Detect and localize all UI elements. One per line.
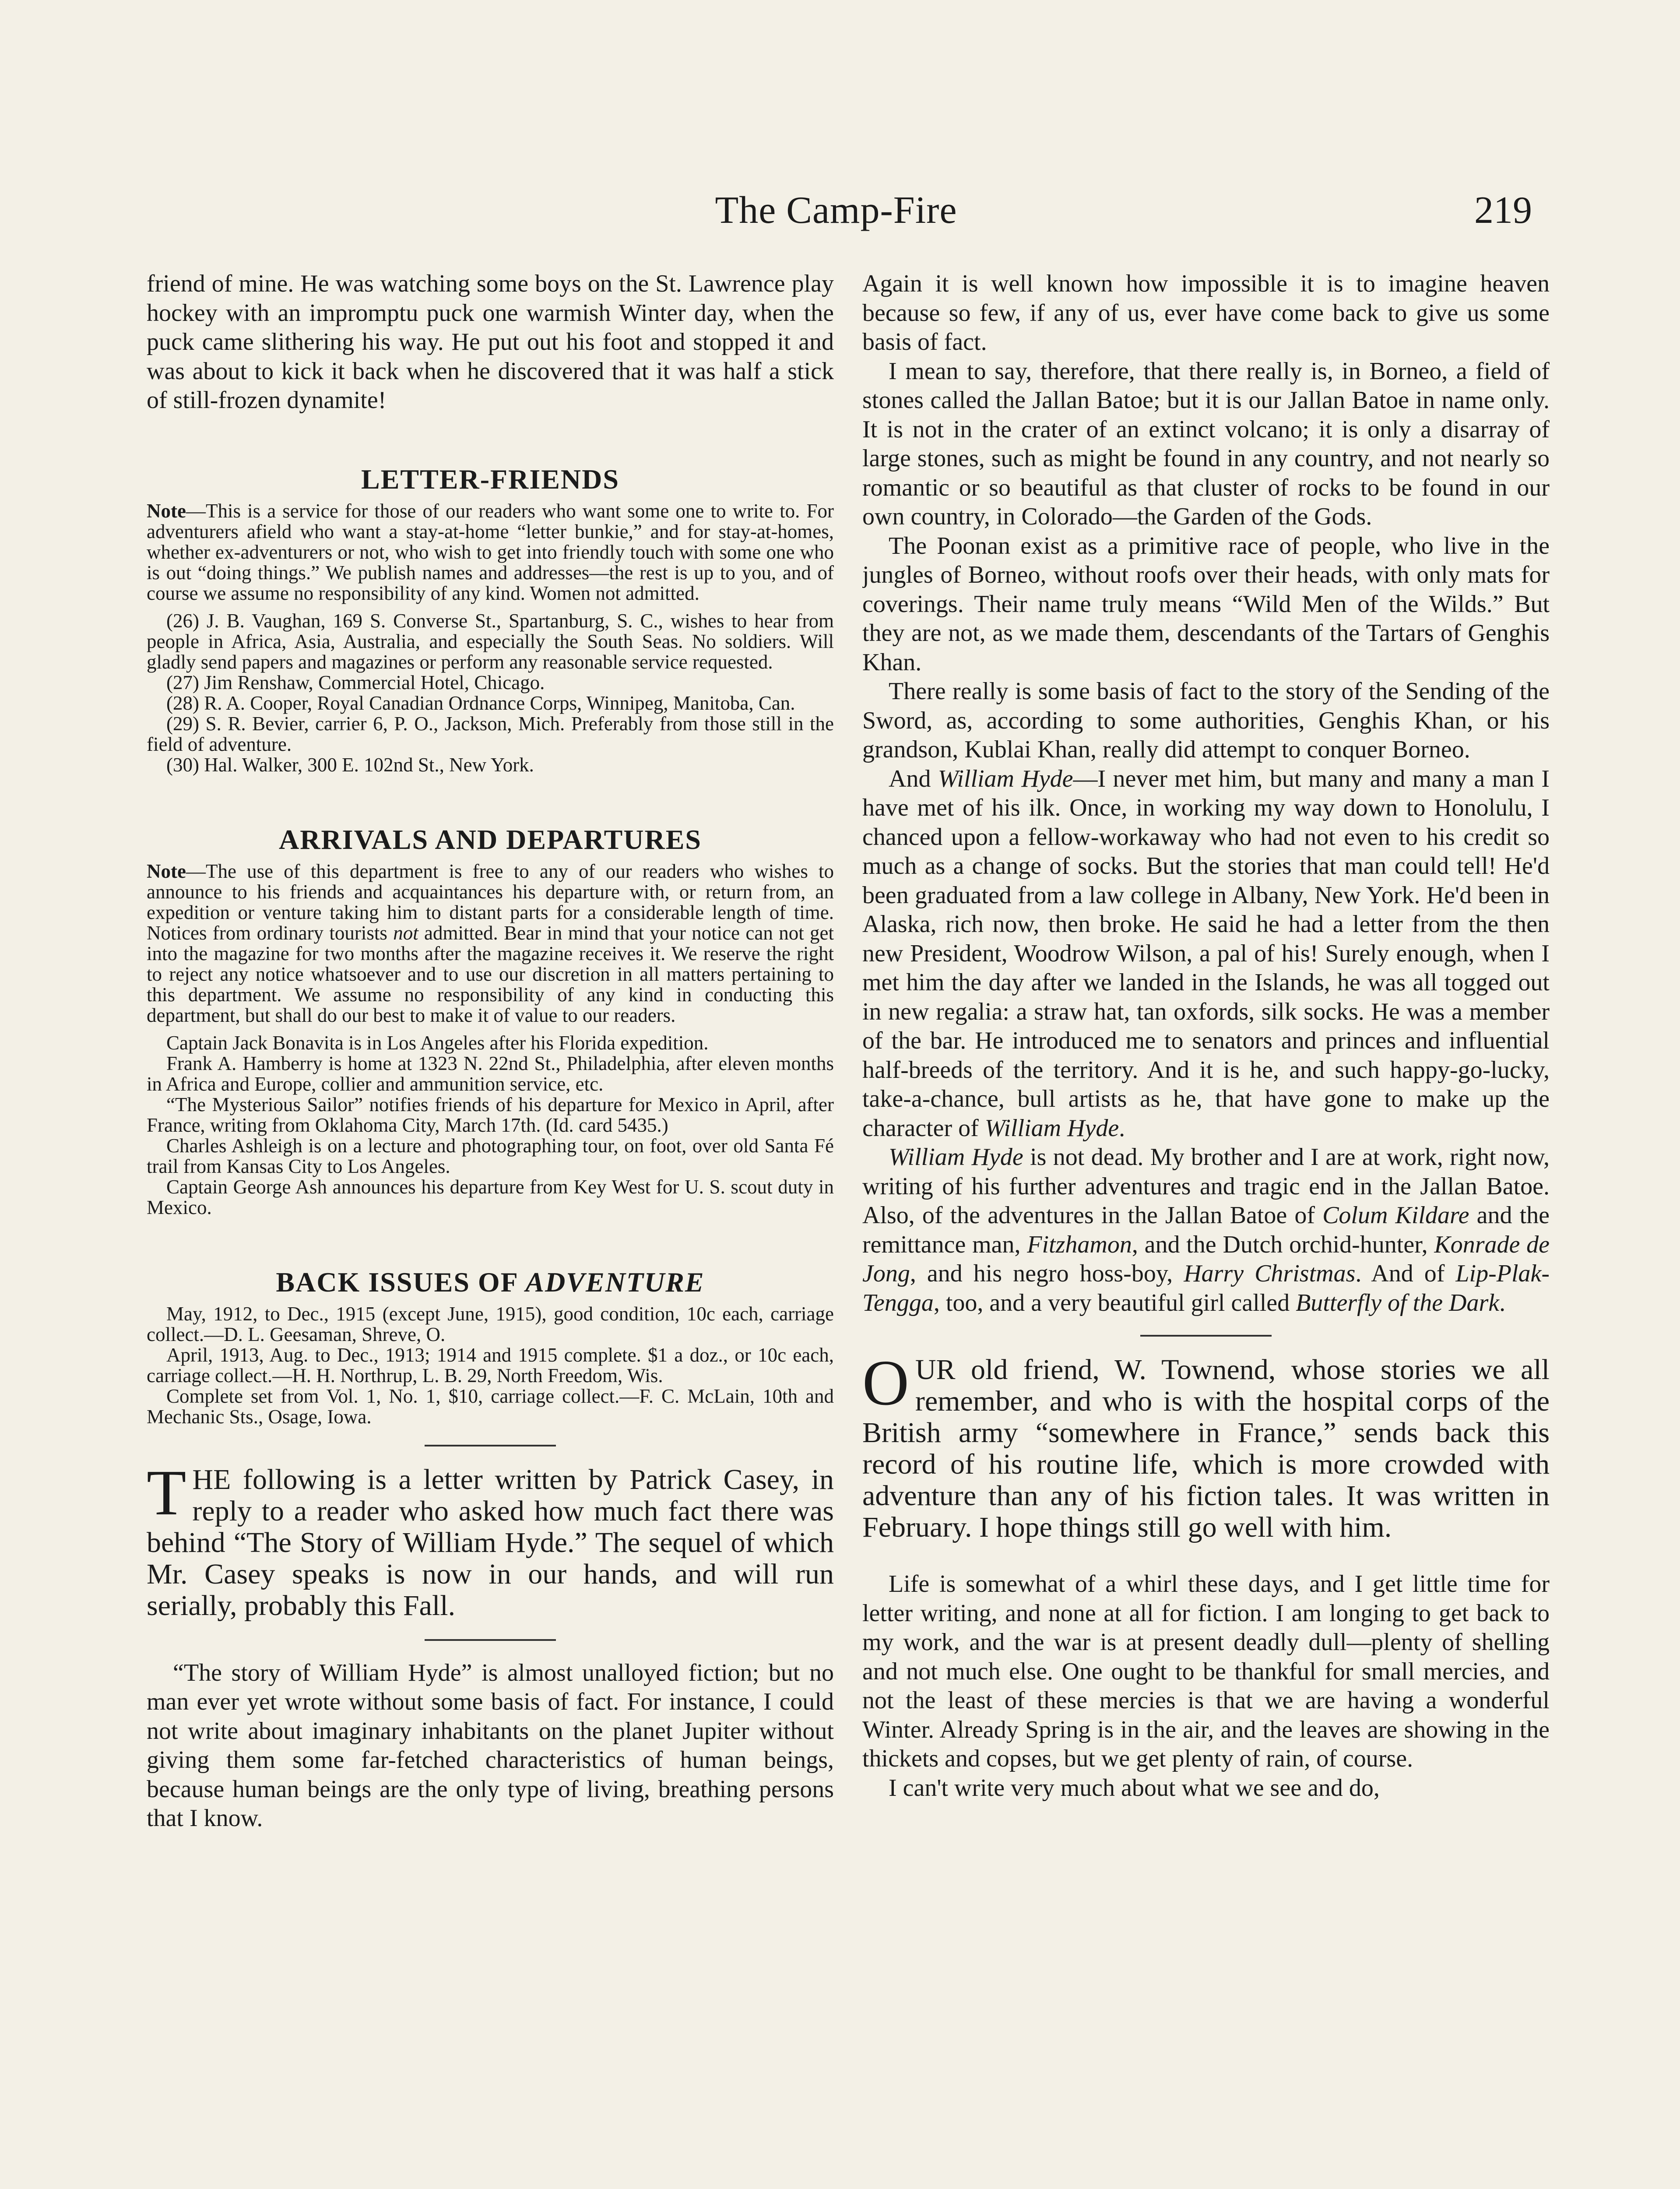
- arrival-entry: Frank A. Hamberry is home at 1323 N. 22nd St., Philadelphia, after eleven months in Africa and Europe, collier and ammunition service, etc.: [147, 1052, 834, 1095]
- arrival-entry: Charles Ashleigh is on a lecture and photographing tour, on foot, over old Santa Fé trail from Kansas City to Los Angeles.: [147, 1134, 834, 1177]
- note-text: —The use of this department is free to any of our readers who wishes to announce to his friends and acquaintances his departure with, or return from, an expedition or venture taking him to distant parts for a considerable length of time. Notices from ordinary tourists: [147, 860, 834, 944]
- paragraph-text: , too, and a very beautiful girl called: [933, 1289, 1296, 1316]
- william-hyde-paragraph: And William Hyde—I never met him, but many and many a man I have met of his ilk. Once, in working my way down to Honolulu, I chanced upon a fellow-workaway who had not even to his credit so much as a change of socks. But the stories that man could tell! He'd been graduated from a law college in Albany, New York. He'd been in Alaska, rich now, then broke. He said he had a letter from the then new President, Woodrow Wilson, a pal of his! Surely enough, when I met him the day after we landed in the Islands, he was all togged out in new regalia: a straw hat, tan oxfords, silk socks. He was a member of the bar. He introduced me to senators and princes and influential half-breeds of the territory. And it is he, and such happy-go-lucky, take-a-chance, bull artists as he, that have gone to make up the character of William Hyde.: [862, 765, 1550, 1142]
- townend-letter-paragraph: Life is somewhat of a whirl these days, and I get little time for letter writing, and none at all for fiction. I am longing to get back to my work, and the war is at present deadly dull—plenty of shelling and not much else. One ought to be thankful for small mercies, and not the least of these mercies is that we are having a wonderful Winter. Already Spring is in the air, and the leaves are showing in the thickets and copses, but we get plenty of rain, of course.: [862, 1570, 1550, 1772]
- paragraph-text: and the remittance man,: [862, 1202, 1550, 1258]
- character-name: Colum Kildare: [1322, 1202, 1469, 1229]
- right-column: [862, 269, 1550, 2189]
- note-label: Note: [147, 500, 186, 522]
- character-name: Konrade de Jong: [862, 1231, 1550, 1287]
- letter-friends-heading: LETTER-FRIENDS: [361, 463, 619, 495]
- character-name: Butterfly of the Dark: [1296, 1289, 1500, 1316]
- arrivals-note: [147, 861, 834, 1026]
- heading-magazine-title: ADVENTURE: [525, 1266, 705, 1298]
- section-divider: [425, 1639, 556, 1641]
- letter-friend-entry: (30) Hal. Walker, 300 E. 102nd St., New York.: [166, 753, 534, 776]
- letter-paragraph: I mean to say, therefore, that there really is, in Borneo, a field of stones called the Jallan Batoe; but it is our Jallan Batoe in name only. It is not in the crater of an extinct volcano; it is only a disarray of large stones, such as might be found in any country, and not nearly so romantic or so beautiful as that cluster of rocks to be found in our own country, in Colorado—the Garden of the Gods.: [862, 357, 1550, 530]
- letter-paragraph: The Poonan exist as a primitive race of people, who live in the jungles of Borneo, without roofs over their heads, with only mats for coverings. Their name truly means “Wild Men of the Wilds.” But they are not, as we made them, descendants of the Tartars of Genghis Khan.: [862, 532, 1550, 676]
- running-head: [140, 179, 1532, 241]
- note-emphasis: not: [393, 922, 418, 944]
- character-name: Lip-Plak-Tengga: [862, 1260, 1550, 1316]
- back-issues-section: [147, 1304, 834, 1427]
- casey-intro-text: HE following is a letter written by Patrick Casey, in reply to a reader who asked how much fact there was behind “The Story of William Hyde.” The sequel of which Mr. Casey speaks is now in our hands, and will run serially, probably this Fall.: [147, 1463, 834, 1622]
- intro-paragraph: friend of mine. He was watching some boys on the St. Lawrence play hockey with an impromptu puck one warmish Winter day, when the puck came slithering his way. He put out his foot and stopped it and was about to kick it back when he discovered that it was half a stick of still-frozen dynamite!: [147, 270, 834, 414]
- paragraph-text: , and his negro hoss-boy,: [910, 1260, 1184, 1287]
- drop-cap: T: [147, 1457, 186, 1529]
- letter-paragraph: There really is some basis of fact to the story of the Sending of the Sword, as, according to some authorities, Genghis Khan, or his grandson, Kublai Khan, really did attempt to conquer Borneo.: [862, 678, 1550, 763]
- townend-letter-paragraph: I can't write very much about what we see and do,: [889, 1774, 1380, 1802]
- letter-friend-entry: (26) J. B. Vaughan, 169 S. Converse St., Spartanburg, S. C., wishes to hear from people in Africa, Asia, Australia, and especially the South Seas. No soldiers. Will gladly send papers and magazines or perform any reasonable service requested.: [147, 609, 834, 673]
- note-label: Note: [147, 860, 186, 882]
- note-text: admitted. Bear in mind that your notice can not get into the magazine for two months after the magazine receives it. We reserve the right to reject any notice whatsoever and to use our discretion in all matters pertaining to this department. We assume no responsibility of any kind in conducting this department, but shall do our best to make it of value to our readers.: [147, 922, 834, 1026]
- arrivals-section: [147, 861, 834, 1218]
- character-name: William Hyde: [889, 1144, 1023, 1171]
- casey-intro: [147, 1457, 834, 1622]
- casey-letter-paragraph: “The story of William Hyde” is almost unalloyed fiction; but no man ever yet wrote without some basis of fact. For instance, I could not write about imaginary inhabitants on the planet Jupiter without giving them some far-fetched characteristics of human beings, because human beings are the only type of living, breathing persons that I know.: [147, 1659, 834, 1832]
- letter-friends-note: [147, 501, 834, 604]
- townend-intro-text: UR old friend, W. Townend, whose stories we all remember, and who is with the hospital corps of the British army “somewhere in France,” sends back this record of his routine life, which is more crowded with adventure than any of his fiction tales. It was written in February. I hope things still go well with him.: [862, 1354, 1550, 1543]
- letter-paragraph: Again it is well known how impossible it is to imagine heaven because so few, if any of us, ever have come back to give us some basis of fact.: [862, 270, 1550, 355]
- character-name: Fitzhamon: [1027, 1231, 1132, 1258]
- letter-friend-entry: (28) R. A. Cooper, Royal Canadian Ordnance Corps, Winnipeg, Manitoba, Can.: [166, 692, 795, 714]
- arrivals-heading: ARRIVALS AND DEPARTURES: [279, 824, 702, 855]
- note-text: —This is a service for those of our readers who want some one to write to. For adventurers afield who want a stay-at-home “letter bunkie,” and for stay-at-homes, whether ex-adventurers or not, who wish to get into friendly touch with some one who is out “doing things.” We publish names and addresses—the rest is up to you, and of course we assume no responsibility of any kind. Women not admitted.: [147, 500, 834, 604]
- arrival-entry: Captain George Ash announces his departure from Key West for U. S. scout duty in Mexico.: [147, 1175, 834, 1218]
- character-name: William Hyde: [984, 1114, 1119, 1142]
- paragraph-text: is not dead. My brother and I are at work, right now, writing of his further adventures and tragic end in the Jallan Batoe. Also, of the adventures in the Jallan Batoe of: [862, 1144, 1550, 1229]
- paragraph-text: , and the Dutch orchid-hunter,: [1132, 1231, 1434, 1258]
- arrival-entry: Captain Jack Bonavita is in Los Angeles after his Florida expedition.: [166, 1031, 709, 1054]
- hyde-not-dead-paragraph: [862, 1143, 1550, 1317]
- letter-friend-entry: (29) S. R. Bevier, carrier 6, P. O., Jackson, Mich. Preferably from those still in the field of adventure.: [147, 712, 834, 755]
- paragraph-text: . And of: [1355, 1260, 1456, 1287]
- paragraph-text: .: [1119, 1114, 1125, 1142]
- back-issue-entry: April, 1913, Aug. to Dec., 1913; 1914 and 1915 complete. $1 a doz., or 10c each, carriage collect.—H. H. Northrup, L. B. 29, North Freedom, Wis.: [147, 1344, 834, 1387]
- townend-intro: [862, 1347, 1550, 1543]
- back-issue-entry: Complete set from Vol. 1, No. 1, $10, carriage collect.—F. C. McLain, 10th and Mechanic Sts., Osage, Iowa.: [147, 1385, 834, 1428]
- letter-friend-entry: (27) Jim Renshaw, Commercial Hotel, Chicago.: [166, 671, 545, 693]
- left-column: [147, 269, 834, 2189]
- paragraph-text: —I never met him, but many and many a man I have met of his ilk. Once, in working my way down to Honolulu, I chanced upon a fellow-workaway who had not even to his credit so much as a change of socks. But the stories that man could tell! He'd been graduated from a law college in Albany, New York. He'd been in Alaska, rich now, then broke. He said he had a letter from the then new President, Woodrow Wilson, a pal of his! Surely enough, when I met him the day after we landed in the Islands, he was all togged out in new regalia: a straw hat, tan oxfords, silk socks. He was a member of the bar. He introduced me to senators and princes and influential half-breeds of the territory. And it is he, and such happy-go-lucky, take-a-chance, bull artists as he, that have gone to make up the character of: [862, 765, 1550, 1142]
- page-number: 219: [1474, 189, 1532, 232]
- drop-cap: O: [862, 1347, 909, 1419]
- character-name: William Hyde: [938, 765, 1073, 792]
- section-divider: [1140, 1335, 1272, 1337]
- back-issues-heading: [147, 1266, 834, 1299]
- back-issue-entry: May, 1912, to Dec., 1915 (except June, 1915), good condition, 10c each, carriage collect.—D. L. Geesaman, Shreve, O.: [147, 1302, 834, 1345]
- spacer: [862, 1543, 1550, 1570]
- heading-prefix: BACK ISSUES OF: [276, 1266, 526, 1298]
- letter-friends-section: [147, 501, 834, 775]
- character-name: Harry Christmas: [1184, 1260, 1356, 1287]
- arrival-entry: “The Mysterious Sailor” notifies friends of his departure for Mexico in April, after France, writing from Oklahoma City, March 17th. (Id. card 5435.): [147, 1093, 834, 1136]
- paragraph-text: .: [1499, 1289, 1506, 1316]
- section-divider: [425, 1445, 556, 1446]
- page-title: The Camp-Fire: [715, 189, 957, 232]
